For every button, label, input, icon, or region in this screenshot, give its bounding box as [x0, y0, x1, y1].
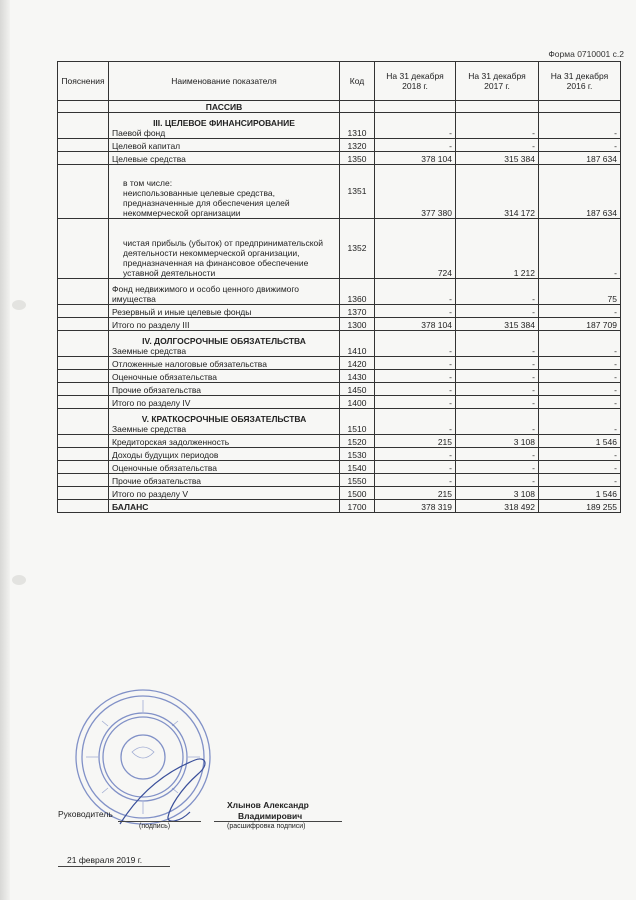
cell-value-2016: 187 634	[539, 152, 621, 165]
table-row	[58, 487, 621, 500]
section-heading: IV. ДОЛГОСРОЧНЫЕ ОБЯЗАТЕЛЬСТВА	[142, 335, 306, 346]
cell-explanation	[58, 474, 109, 487]
cell-value-2017: 3 108	[456, 487, 539, 500]
table-row	[58, 165, 621, 219]
cell-value-2016: -	[539, 396, 621, 409]
cell-value-2016: 1 546	[539, 435, 621, 448]
table-row	[58, 101, 621, 113]
header-indicator-name: Наименование показателя	[109, 62, 340, 101]
indicator-label: Заемные средства	[112, 423, 187, 434]
cell-code: 1351	[340, 165, 375, 219]
cell-value-2016: -	[539, 448, 621, 461]
cell-code	[340, 101, 375, 113]
cell-code: 1400	[340, 396, 375, 409]
cell-explanation	[58, 409, 109, 435]
cell-code: 1370	[340, 305, 375, 318]
cell-indicator-name: Прочие обязательства	[109, 474, 340, 487]
cell-code: 1450	[340, 383, 375, 396]
cell-value-2017: 315 384	[456, 318, 539, 331]
cell-code: 1530	[340, 448, 375, 461]
cell-code: 1420	[340, 357, 375, 370]
cell-explanation	[58, 435, 109, 448]
table-row	[58, 383, 621, 396]
cell-code: 1350	[340, 152, 375, 165]
cell-code: 1540	[340, 461, 375, 474]
cell-code: 1700	[340, 500, 375, 513]
signing-date: 21 февраля 2019 г.	[67, 855, 143, 865]
table-row	[58, 331, 621, 357]
cell-value-2018: -	[375, 448, 456, 461]
signature-line	[118, 821, 201, 822]
cell-explanation	[58, 113, 109, 139]
cell-explanation	[58, 165, 109, 219]
cell-value-2016: -	[539, 461, 621, 474]
cell-code: 1320	[340, 139, 375, 152]
cell-value-2017: 318 492	[456, 500, 539, 513]
header-code: Код	[340, 62, 375, 101]
table-row	[58, 370, 621, 383]
punch-hole-mark	[12, 575, 26, 585]
cell-indicator-name: Итого по разделу III	[109, 318, 340, 331]
punch-hole-mark	[12, 300, 26, 310]
cell-value-2016: 189 255	[539, 500, 621, 513]
cell-value-2016: 1 546	[539, 487, 621, 500]
table-row	[58, 461, 621, 474]
cell-code: 1310	[340, 113, 375, 139]
table-row	[58, 113, 621, 139]
cell-indicator-name: БАЛАНС	[109, 500, 340, 513]
table-row	[58, 409, 621, 435]
table-header-row	[58, 62, 621, 101]
cell-value-2017: -	[456, 331, 539, 357]
cell-explanation	[58, 461, 109, 474]
cell-code: 1510	[340, 409, 375, 435]
cell-indicator-name: Прочие обязательства	[109, 383, 340, 396]
cell-value	[456, 101, 539, 113]
cell-indicator-name: Резервный и иные целевые фонды	[109, 305, 340, 318]
cell-explanation	[58, 331, 109, 357]
cell-value-2017: 315 384	[456, 152, 539, 165]
cell-indicator-name: Итого по разделу V	[109, 487, 340, 500]
cell-value-2017: -	[456, 396, 539, 409]
cell-value-2017: -	[456, 370, 539, 383]
cell-value-2018: -	[375, 474, 456, 487]
cell-value-2016: 75	[539, 279, 621, 305]
cell-value-2018: -	[375, 113, 456, 139]
cell-value-2016: -	[539, 383, 621, 396]
cell-value-2016: -	[539, 139, 621, 152]
cell-value-2018: -	[375, 139, 456, 152]
section-heading: III. ЦЕЛЕВОЕ ФИНАНСИРОВАНИЕ	[153, 117, 295, 128]
table-row	[58, 448, 621, 461]
cell-value-2017: -	[456, 357, 539, 370]
cell-value-2018: -	[375, 331, 456, 357]
cell-explanation	[58, 370, 109, 383]
date-line	[58, 866, 170, 867]
cell-explanation	[58, 139, 109, 152]
page-edge-shadow	[0, 0, 10, 900]
table-row	[58, 279, 621, 305]
cell-explanation	[58, 219, 109, 279]
cell-indicator-name: Целевой капитал	[109, 139, 340, 152]
cell-value-2017: -	[456, 448, 539, 461]
cell-value-2017: -	[456, 113, 539, 139]
indicator-label: Заемные средства	[112, 345, 187, 356]
signature-caption: (подпись)	[139, 823, 171, 830]
name-caption: (расшифровка подписи)	[227, 823, 306, 830]
cell-indicator-name: Доходы будущих периодов	[109, 448, 340, 461]
cell-value-2018: 724	[375, 219, 456, 279]
cell-value-2017: -	[456, 474, 539, 487]
cell-value-2017: 314 172	[456, 165, 539, 219]
cell-indicator-name: Кредиторская задолженность	[109, 435, 340, 448]
indicator-label: Паевой фонд	[112, 127, 166, 138]
header-explanation: Пояснения	[58, 62, 109, 101]
cell-value-2017: -	[456, 409, 539, 435]
role-label: Руководитель	[58, 809, 113, 819]
cell-value-2016: -	[539, 370, 621, 383]
cell-value-2018: -	[375, 396, 456, 409]
cell-value-2016: -	[539, 357, 621, 370]
cell-value-2018: -	[375, 461, 456, 474]
cell-explanation	[58, 383, 109, 396]
cell-indicator-name	[109, 113, 340, 139]
cell-value-2018: 378 104	[375, 152, 456, 165]
section-heading: ПАССИВ	[109, 101, 340, 113]
cell-code: 1410	[340, 331, 375, 357]
cell-value-2017: 1 212	[456, 219, 539, 279]
signer-name-line2: Владимирович	[238, 811, 303, 821]
table-row	[58, 139, 621, 152]
signature-mark	[110, 752, 220, 832]
cell-value-2016: 187 709	[539, 318, 621, 331]
cell-explanation	[58, 305, 109, 318]
table-row	[58, 152, 621, 165]
form-number: Форма 0710001 с.2	[548, 49, 624, 59]
cell-value-2016: -	[539, 331, 621, 357]
cell-code: 1500	[340, 487, 375, 500]
cell-code: 1300	[340, 318, 375, 331]
cell-code: 1520	[340, 435, 375, 448]
cell-indicator-name: Итого по разделу IV	[109, 396, 340, 409]
cell-explanation	[58, 318, 109, 331]
cell-explanation	[58, 500, 109, 513]
cell-value	[539, 101, 621, 113]
cell-indicator-name: Фонд недвижимого и особо ценного движимого имущества	[109, 279, 340, 305]
cell-code: 1360	[340, 279, 375, 305]
cell-explanation	[58, 152, 109, 165]
cell-indicator-name: Оценочные обязательства	[109, 461, 340, 474]
cell-value-2016: -	[539, 219, 621, 279]
header-2016: На 31 декабря 2016 г.	[539, 62, 621, 101]
cell-indicator-name: чистая прибыль (убыток) от предпринимательской деятельности некоммерческой организации, предназначенная на финансовое обеспечение уставной деятельности	[109, 219, 340, 279]
cell-code: 1550	[340, 474, 375, 487]
cell-indicator-name: Отложенные налоговые обязательства	[109, 357, 340, 370]
cell-value-2016: -	[539, 474, 621, 487]
cell-value-2016: 187 634	[539, 165, 621, 219]
table-row	[58, 474, 621, 487]
table-row	[58, 305, 621, 318]
cell-value-2018: -	[375, 305, 456, 318]
table-row	[58, 396, 621, 409]
cell-value-2016: -	[539, 305, 621, 318]
cell-value-2018: -	[375, 409, 456, 435]
table-row	[58, 318, 621, 331]
cell-code: 1430	[340, 370, 375, 383]
cell-value-2018: -	[375, 370, 456, 383]
cell-explanation	[58, 448, 109, 461]
cell-value-2018: 378 104	[375, 318, 456, 331]
cell-indicator-name	[109, 409, 340, 435]
table-row	[58, 357, 621, 370]
name-line	[214, 821, 342, 822]
cell-value-2018: -	[375, 383, 456, 396]
section-heading: V. КРАТКОСРОЧНЫЕ ОБЯЗАТЕЛЬСТВА	[141, 413, 307, 424]
cell-value-2016: -	[539, 409, 621, 435]
balance-table	[57, 61, 621, 513]
cell-value-2017: -	[456, 139, 539, 152]
cell-value-2018: 378 319	[375, 500, 456, 513]
cell-indicator-name: Оценочные обязательства	[109, 370, 340, 383]
cell-value-2017: -	[456, 279, 539, 305]
cell-code: 1352	[340, 219, 375, 279]
cell-value-2018: 377 380	[375, 165, 456, 219]
cell-value-2018: 215	[375, 435, 456, 448]
cell-value-2017: -	[456, 305, 539, 318]
table-row	[58, 435, 621, 448]
cell-explanation	[58, 487, 109, 500]
cell-explanation	[58, 357, 109, 370]
cell-value-2017: -	[456, 461, 539, 474]
header-2017: На 31 декабря 2017 г.	[456, 62, 539, 101]
cell-indicator-name: Целевые средства	[109, 152, 340, 165]
signer-name-line1: Хлынов Александр	[227, 800, 309, 810]
cell-value-2017: -	[456, 383, 539, 396]
header-2018: На 31 декабря 2018 г.	[375, 62, 456, 101]
cell-value-2018: -	[375, 357, 456, 370]
cell-value-2018: -	[375, 279, 456, 305]
cell-indicator-name	[109, 331, 340, 357]
cell-explanation	[58, 101, 109, 113]
cell-value	[375, 101, 456, 113]
cell-value-2016: -	[539, 113, 621, 139]
cell-value-2017: 3 108	[456, 435, 539, 448]
cell-explanation	[58, 279, 109, 305]
cell-explanation	[58, 396, 109, 409]
cell-indicator-name: в том числе: неиспользованные целевые средства, предназначенные для обеспечения целей некоммерческой организации	[109, 165, 340, 219]
table-row	[58, 500, 621, 513]
table-row	[58, 219, 621, 279]
cell-value-2018: 215	[375, 487, 456, 500]
